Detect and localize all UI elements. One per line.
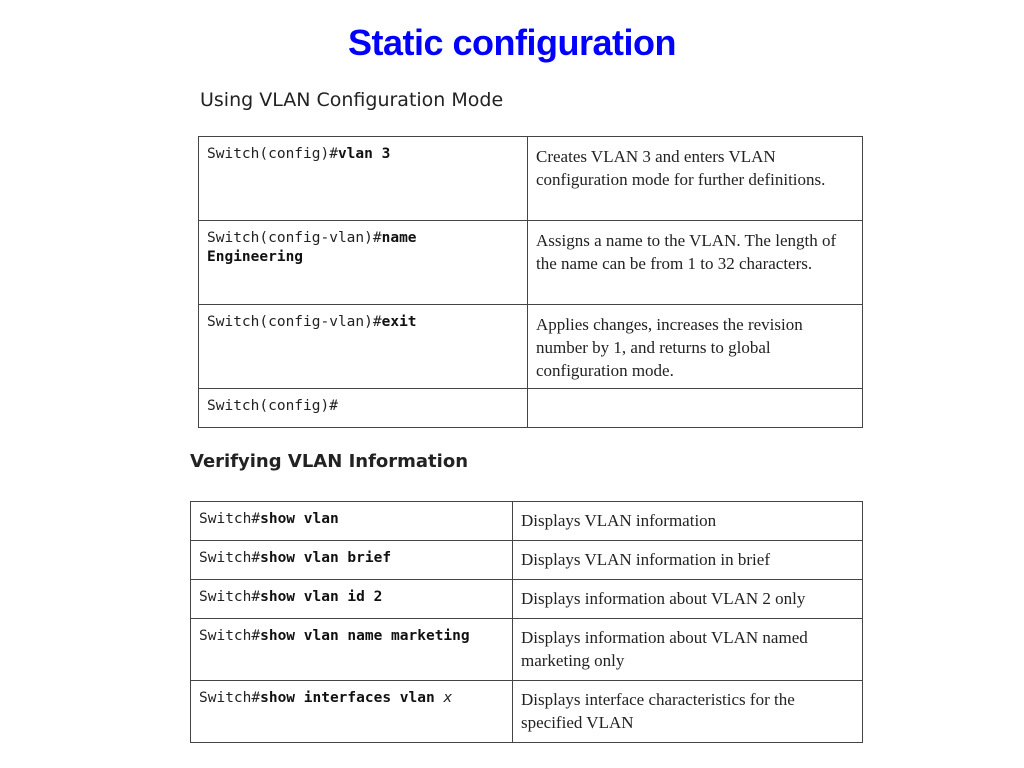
- description-text: Displays information about VLAN named marketing only: [521, 628, 808, 670]
- command-prefix: Switch#: [199, 511, 261, 527]
- command-cell: [191, 619, 513, 681]
- command-keyword: exit: [381, 314, 417, 330]
- command-keyword: vlan 3: [337, 146, 391, 162]
- vlan-config-table: [198, 136, 863, 428]
- description-cell: [513, 619, 863, 681]
- slide-title: Static configuration: [347, 22, 676, 63]
- description-cell: [513, 580, 863, 619]
- command-keyword: show vlan name marketing: [260, 628, 470, 644]
- description-cell: [528, 389, 863, 428]
- command-argument: x: [443, 690, 453, 706]
- command-cell: [191, 580, 513, 619]
- table-row: [191, 541, 863, 580]
- command-cell: [191, 502, 513, 541]
- description-text: Displays interface characteristics for the specified VLAN: [521, 690, 795, 732]
- command-cell: [191, 681, 513, 743]
- table-row: [199, 137, 863, 221]
- description-text: Applies changes, increases the revision number by 1, and returns to global configuration mode.: [536, 315, 803, 380]
- description-text: [528, 389, 862, 397]
- command-keyword: show interfaces vlan: [260, 690, 444, 706]
- command-prefix: Switch#: [199, 690, 261, 706]
- table-row: [191, 681, 863, 743]
- command-keyword: show vlan brief: [260, 550, 392, 566]
- command-cell: [199, 221, 528, 305]
- command-keyword: name Engineering: [207, 230, 426, 265]
- table-row: [191, 502, 863, 541]
- table-row: [191, 580, 863, 619]
- command-prefix: Switch#: [199, 628, 261, 644]
- table-row: [199, 221, 863, 305]
- command-prefix: Switch#: [199, 589, 261, 605]
- command-keyword: show vlan id 2: [260, 589, 383, 605]
- command-keyword: show vlan: [260, 511, 339, 527]
- description-cell: [513, 541, 863, 580]
- command-prefix: Switch(config-vlan)#: [207, 230, 382, 246]
- command-cell: [199, 305, 528, 389]
- description-text: Displays VLAN information: [521, 511, 717, 530]
- vlan-verify-table: [190, 501, 863, 743]
- section-heading-verifying-vlan: Verifying VLAN Information: [190, 451, 469, 472]
- table-row: [199, 305, 863, 389]
- description-cell: [513, 681, 863, 743]
- command-cell: [191, 541, 513, 580]
- table-row: [191, 619, 863, 681]
- description-cell: [528, 305, 863, 389]
- description-cell: [513, 502, 863, 541]
- command-cell: [199, 137, 528, 221]
- section-heading-vlan-config-mode: Using VLAN Configuration Mode: [200, 89, 504, 111]
- command-prefix: Switch#: [199, 550, 261, 566]
- description-text: Assigns a name to the VLAN. The length of the name can be from 1 to 32 characters.: [536, 231, 837, 273]
- command-prefix: Switch(config-vlan)#: [207, 314, 382, 330]
- description-cell: [528, 221, 863, 305]
- command-cell: [199, 389, 528, 428]
- description-text: Displays VLAN information in brief: [521, 550, 770, 569]
- description-text: Displays information about VLAN 2 only: [521, 589, 806, 608]
- table-row: [199, 389, 863, 428]
- description-text: Creates VLAN 3 and enters VLAN configuration mode for further definitions.: [536, 147, 826, 189]
- command-prefix: Switch(config)#: [207, 146, 338, 162]
- description-cell: [528, 137, 863, 221]
- command-prefix: Switch(config)#: [207, 398, 338, 414]
